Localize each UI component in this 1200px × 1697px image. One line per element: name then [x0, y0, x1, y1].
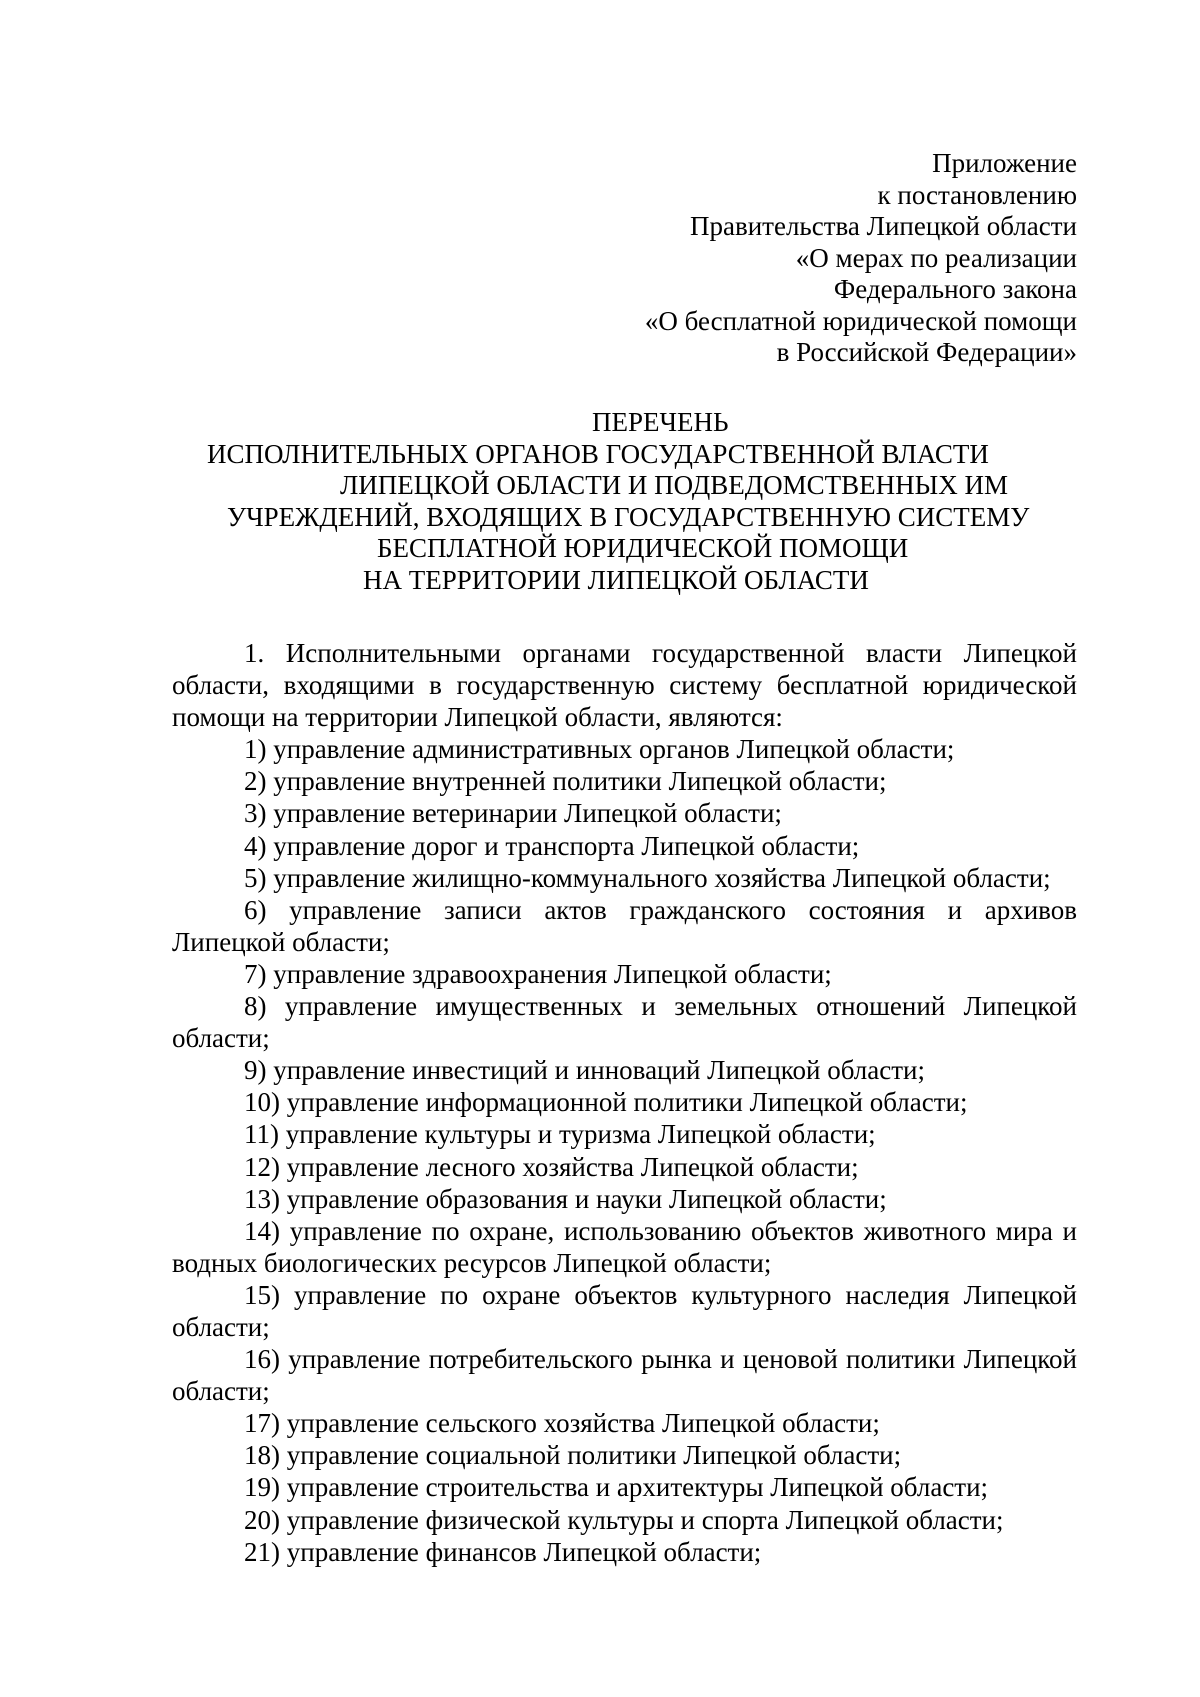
list-item: 9) управление инвестиций и инноваций Липецкой области;: [244, 1055, 925, 1086]
appendix-line: Приложение: [932, 148, 1077, 178]
list-item: 5) управление жилищно-коммунального хозяйства Липецкой области;: [244, 862, 1051, 893]
title-line: УЧРЕЖДЕНИЙ, ВХОДЯЩИХ В ГОСУДАРСТВЕННУЮ СИСТЕМУ: [227, 501, 1030, 532]
appendix-line: «О бесплатной юридической помощи: [644, 305, 1077, 336]
title-line: БЕСПЛАТНОЙ ЮРИДИЧЕСКОЙ ПОМОЩИ: [377, 533, 909, 563]
appendix-line: Правительства Липецкой области: [689, 211, 1077, 241]
list-item: 16) управление потребительского рынка и ценовой политики Липецкой области;: [172, 1344, 1077, 1407]
list-item: 6) управление записи актов гражданского состояния и архивов Липецкой области;: [172, 894, 1077, 957]
title-line: ПЕРЕЧЕНЬ: [592, 407, 729, 437]
title-line: ЛИПЕЦКОЙ ОБЛАСТИ И ПОДВЕДОМСТВЕННЫХ ИМ: [340, 470, 1008, 500]
list-item: 1) управление административных органов Липецкой области;: [244, 734, 955, 765]
appendix-line: Федерального закона: [833, 274, 1077, 304]
appendix-line: к постановлению: [877, 179, 1077, 210]
title-line: ИСПОЛНИТЕЛЬНЫХ ОРГАНОВ ГОСУДАРСТВЕННОЙ ВЛАСТИ: [207, 438, 989, 469]
list-item: 7) управление здравоохранения Липецкой области;: [244, 958, 832, 989]
appendix-line: в Российской Федерации»: [776, 337, 1077, 367]
list-item: 3) управление ветеринарии Липецкой области;: [244, 798, 782, 829]
list-item: 2) управление внутренней политики Липецкой области;: [244, 766, 887, 797]
appendix-header: [477, 148, 1077, 369]
list-item: 21) управление финансов Липецкой области;: [244, 1536, 762, 1567]
title-line: НА ТЕРРИТОРИИ ЛИПЕЦКОЙ ОБЛАСТИ: [363, 564, 869, 595]
list-item: 17) управление сельского хозяйства Липецкой области;: [244, 1408, 880, 1439]
list-item: 10) управление информационной политики Липецкой области;: [244, 1087, 968, 1118]
list-item: 13) управление образования и науки Липецкой области;: [244, 1183, 887, 1214]
list-item: 12) управление лесного хозяйства Липецкой области;: [244, 1151, 859, 1182]
list-item: 4) управление дорог и транспорта Липецкой области;: [244, 830, 860, 861]
list-item: 18) управление социальной политики Липецкой области;: [244, 1440, 902, 1471]
list-item: 20) управление физической культуры и спорта Липецкой области;: [244, 1504, 1004, 1535]
document-title: [150, 407, 1030, 596]
intro-paragraph: 1. Исполнительными органами государственной власти Липецкой области, входящими в государственную систему бесплатной юридической помощи на территории Липецкой области, являются:: [172, 638, 1077, 733]
list-item: 15) управление по охране объектов культурного наследия Липецкой области;: [172, 1279, 1077, 1342]
appendix-line: «О мерах по реализации: [795, 242, 1077, 273]
list-item: 11) управление культуры и туризма Липецкой области;: [244, 1119, 876, 1150]
document-body: [172, 637, 1077, 1568]
list-item: 14) управление по охране, использованию объектов животного мира и водных биологических ресурсов Липецкой области;: [172, 1215, 1077, 1278]
list-item: 19) управление строительства и архитектуры Липецкой области;: [244, 1472, 989, 1503]
list-item: 8) управление имущественных и земельных отношений Липецкой области;: [172, 991, 1077, 1054]
